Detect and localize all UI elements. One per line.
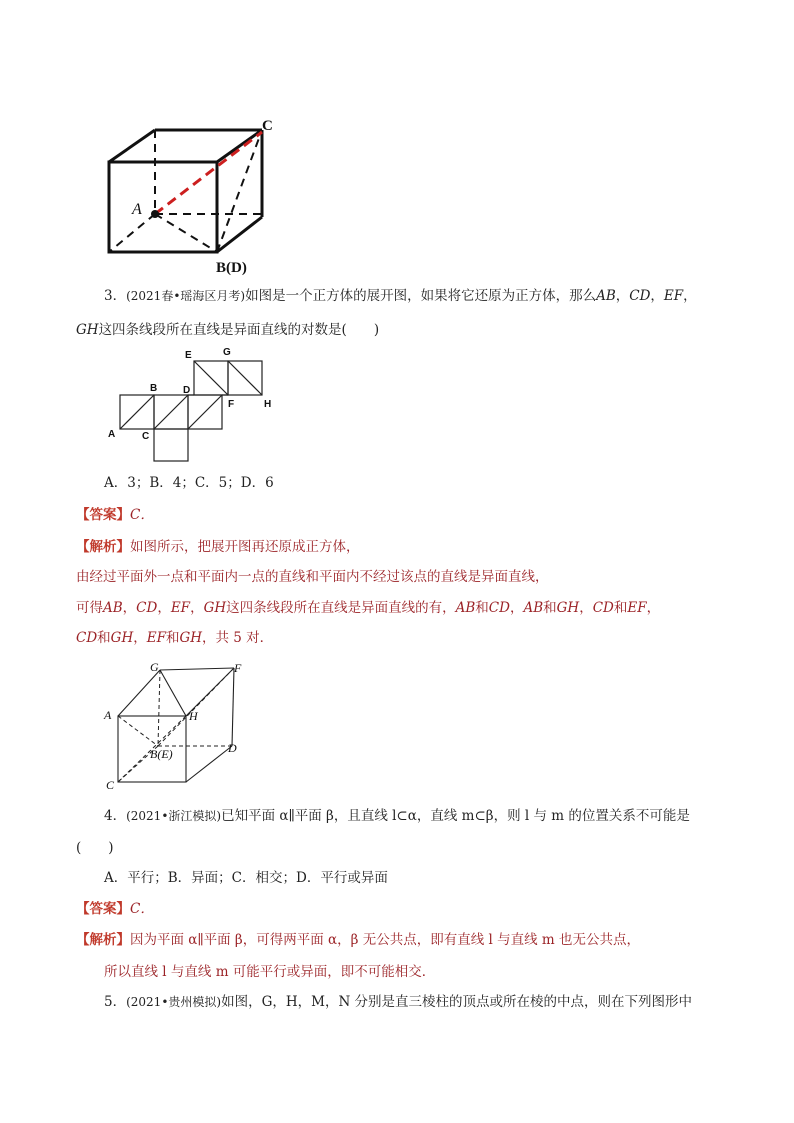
q4-stem-line2: ( ) (76, 840, 114, 856)
cube-label-a: A (104, 708, 112, 722)
fig1-label-a: A (132, 201, 142, 218)
q4-analysis-line2: 所以直线 l 与直线 m 可能平行或异面，即不可能相交． (104, 964, 436, 980)
net-label-g: G (223, 347, 231, 358)
q3-analysis-line3: 可得AB，CD，EF，GH这四条线段所在直线是异面直线的有，AB和CD，AB和GH，CD和EF， (76, 600, 661, 616)
q3-analysis-line4: CD和GH，EF和GH，共 5 对． (76, 630, 274, 646)
q4-analysis-line1: 【解析】因为平面 α∥平面 β，可得两平面 α，β 无公共点，即有直线 l 与直线 m 也无公共点， (76, 932, 641, 948)
cube-figure-1 (100, 112, 290, 280)
q4-options: A．平行；B．异面；C．相交；D．平行或异面 (104, 870, 388, 886)
net-label-e: E (185, 350, 192, 361)
cube-label-c: C (106, 778, 115, 792)
q3-stem-line1: 3．(2021春•瑶海区月考)如图是一个正方体的展开图，如果将它还原为正方体，那么AB，CD，EF， (104, 288, 697, 304)
cube-label-f: F (234, 661, 242, 675)
q3-stem-line2: GH这四条线段所在直线是异面直线的对数是( ) (76, 322, 380, 338)
q3-analysis-line2: 由经过平面外一点和平面内一点的直线和平面内不经过该点的直线是异面直线， (76, 569, 549, 585)
net-label-b: B (150, 383, 158, 394)
q4-answer: 【答案】C． (76, 901, 154, 917)
fig1-label-bd: B(D) (216, 260, 247, 276)
cube-net-figure (104, 345, 284, 465)
net-label-d: D (183, 385, 191, 396)
q3-options: A．3；B．4；C．5；D．6 (104, 475, 274, 491)
cube-label-g: G (150, 660, 159, 674)
q3-analysis-line1: 【解析】如图所示，把展开图再还原成正方体， (76, 539, 360, 555)
net-label-a: A (108, 429, 116, 440)
cube-label-be: B(E) (150, 747, 173, 761)
reconstructed-cube-figure (100, 658, 260, 794)
net-label-f: F (228, 399, 235, 410)
q4-stem: 4．(2021•浙江模拟)已知平面 α∥平面 β，且直线 l⊂α，直线 m⊂β，则 l 与 m 的位置关系不可能是 (104, 808, 690, 824)
cube-label-d: D (228, 741, 237, 755)
q5-stem: 5．(2021•贵州模拟)如图，G，H，M，N 分别是直三棱柱的顶点或所在棱的中点，则在下列图形中 (104, 994, 693, 1010)
net-label-h: H (264, 399, 272, 410)
fig1-label-c: C (262, 118, 273, 134)
net-label-c: C (142, 431, 150, 442)
cube-label-h: H (189, 709, 198, 723)
q3-answer: 【答案】C． (76, 507, 154, 523)
